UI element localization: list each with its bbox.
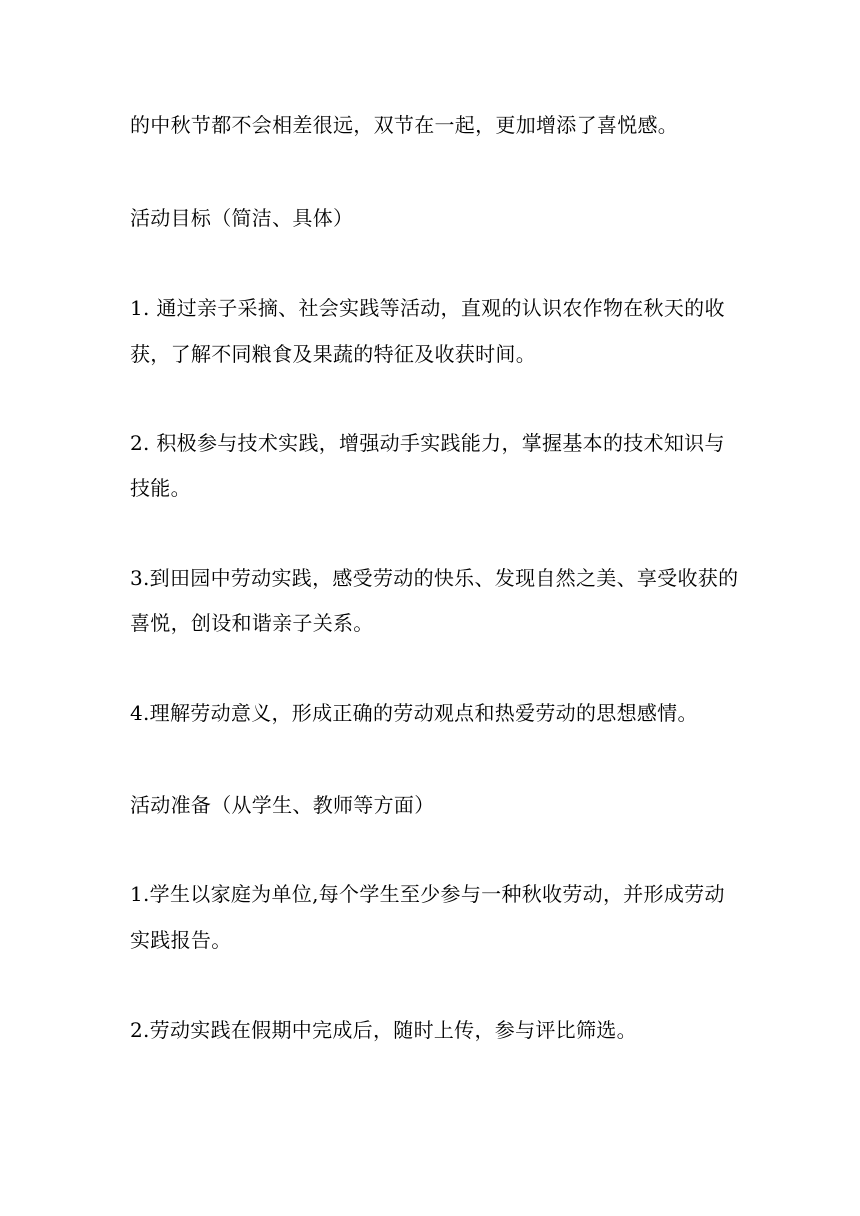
goal-2-line-1: 2. 积极参与技术实践，增强动手实践能力，掌握基本的技术知识与 [130, 431, 725, 455]
goal-4: 4.理解劳动意义，形成正确的劳动观点和热爱劳动的思想感情。 [130, 701, 698, 725]
goal-1-line-1: 1. 通过亲子采摘、社会实践等活动，直观的认识农作物在秋天的收 [130, 296, 725, 320]
goal-1-line-2: 获，了解不同粮食及果蔬的特征及收获时间。 [130, 342, 536, 366]
heading-activity-preparation: 活动准备（从学生、教师等方面） [130, 793, 435, 817]
heading-activity-goals: 活动目标（简洁、具体） [130, 206, 354, 230]
prep-2: 2.劳动实践在假期中完成后，随时上传，参与评比筛选。 [130, 1018, 637, 1042]
goal-3-line-2: 喜悦，创设和谐亲子关系。 [130, 611, 374, 635]
goal-3-line-1: 3.到田园中劳动实践，感受劳动的快乐、发现自然之美、享受收获的 [130, 566, 739, 590]
prep-1-line-2: 实践报告。 [130, 928, 232, 952]
goal-2-line-2: 技能。 [130, 476, 191, 500]
paragraph-intro-continuation: 的中秋节都不会相差很远，双节在一起，更加增添了喜悦感。 [130, 113, 679, 137]
prep-1-line-1: 1.学生以家庭为单位,每个学生至少参与一种秋收劳动，并形成劳动 [130, 882, 725, 906]
